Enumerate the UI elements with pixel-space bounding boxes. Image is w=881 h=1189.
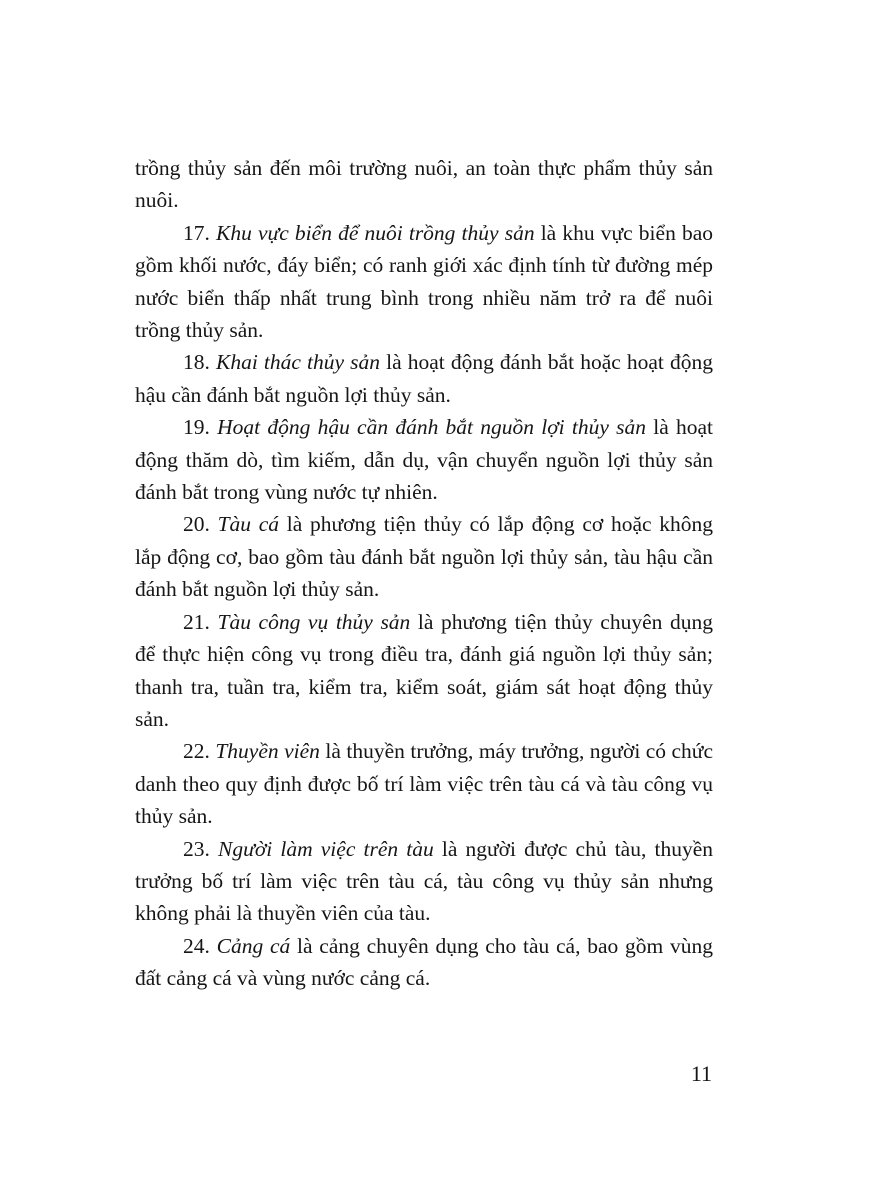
paragraph xyxy=(135,735,713,832)
text-segment: là thuyền trưởng, máy trưởng, người có chức danh theo quy định được bố trí làm việc trên tàu cá và tàu công vụ thủy sản. xyxy=(135,739,714,829)
text-segment: 17. xyxy=(183,220,217,245)
text-segment: là hoạt động đánh bắt hoặc hoạt động hậu cần đánh bắt nguồn lợi thủy sản. xyxy=(135,350,713,407)
paragraph xyxy=(135,930,713,995)
text-segment: là người được chủ tàu, thuyền trưởng bố trí làm việc trên tàu cá, tàu công vụ thủy sản nhưng không phải là thuyền viên của tàu. xyxy=(135,836,713,926)
page-number: 11 xyxy=(690,1061,712,1086)
defined-term: Tàu công vụ thủy sản xyxy=(217,609,411,634)
text-segment: là cảng chuyên dụng cho tàu cá, bao gồm vùng đất cảng cá và vùng nước cảng cá. xyxy=(135,933,713,991)
defined-term: Thuyền viên xyxy=(215,739,320,764)
defined-term: Hoạt động hậu cần đánh bắt nguồn lợi thủy sản xyxy=(217,415,646,440)
text-segment: là hoạt động thăm dò, tìm kiếm, dẫn dụ, vận chuyển nguồn lợi thủy sản đánh bắt trong vùng nước tự nhiên. xyxy=(135,415,713,505)
defined-term: Cảng cá xyxy=(216,933,291,958)
defined-term: Khai thác thủy sản xyxy=(215,350,380,375)
text-segment: là phương tiện thủy có lắp động cơ hoặc không lắp động cơ, bao gồm tàu đánh bắt nguồn lợi thủy sản, tàu hậu cần đánh bắt nguồn lợi thủy sản. xyxy=(135,512,714,602)
paragraph xyxy=(135,508,713,605)
text-segment: 20. xyxy=(183,512,218,537)
text-segment: là phương tiện thủy chuyên dụng để thực hiện công vụ trong điều tra, đánh giá nguồn lợi thủy sản; thanh tra, tuần tra, kiểm tra, kiểm soát, giám sát hoạt động thủy sản. xyxy=(135,609,713,731)
defined-term: Tàu cá xyxy=(217,512,280,537)
defined-term: Người làm việc trên tàu xyxy=(218,836,434,861)
defined-term: Khu vực biển để nuôi trồng thủy sản xyxy=(216,220,535,245)
paragraph xyxy=(135,833,713,930)
text-segment: là khu vực biển bao gồm khối nước, đáy biển; có ranh giới xác định tính từ đường mép nước biển thấp nhất trung bình trong nhiều năm trở ra để nuôi trồng thủy sản. xyxy=(135,220,713,343)
text-segment: 19. xyxy=(183,415,218,440)
text-segment: 22. xyxy=(183,739,216,764)
text-segment: 24. xyxy=(183,933,217,958)
paragraph xyxy=(135,411,713,508)
paragraph xyxy=(135,606,713,736)
text-segment: 21. xyxy=(183,609,218,634)
text-segment: 18. xyxy=(183,350,216,375)
text-block xyxy=(135,152,713,995)
paragraph xyxy=(135,152,713,217)
text-segment: trồng thủy sản đến môi trường nuôi, an toàn thực phẩm thủy sản nuôi. xyxy=(135,156,713,213)
paragraph xyxy=(135,346,713,411)
paragraph xyxy=(135,217,713,347)
text-segment: 23. xyxy=(183,836,218,861)
